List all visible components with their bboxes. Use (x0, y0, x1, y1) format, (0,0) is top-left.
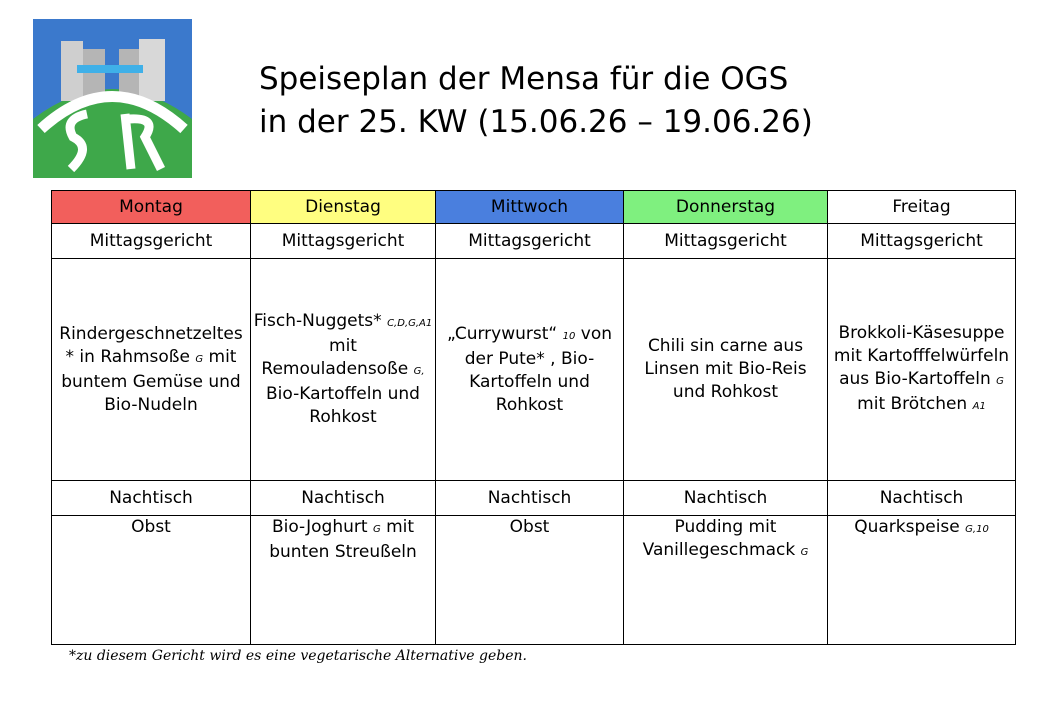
page-title (259, 58, 813, 144)
main-dish-montag: Rindergeschnetzeltes * in Rahmsoße G mit buntem Gemüse und Bio-Nudeln (52, 259, 251, 481)
dessert-donnerstag: Pudding mit Vanillegeschmack G (624, 516, 828, 645)
dessert-label: Nachtisch (52, 481, 251, 516)
menu-table (51, 190, 1016, 645)
dessert-mittwoch: Obst (436, 516, 624, 645)
allergen-code: G (800, 547, 809, 558)
allergen-code: G, (413, 366, 425, 377)
allergen-code: G (996, 375, 1004, 387)
main-label: Mittagsgericht (828, 224, 1016, 259)
dessert-dienstag: Bio-Joghurt G mit bunten Streußeln (251, 516, 436, 645)
main-label-row (52, 224, 1016, 259)
allergen-code: G (195, 353, 204, 365)
dessert-label: Nachtisch (436, 481, 624, 516)
main-label: Mittagsgericht (52, 224, 251, 259)
title-line-1: Speiseplan der Mensa für die OGS (259, 61, 789, 97)
day-header-montag: Montag (52, 191, 251, 224)
allergen-code: G,10 (965, 524, 989, 535)
main-dish-donnerstag: Chili sin carne aus Linsen mit Bio-Reis und Rohkost (624, 259, 828, 481)
weekday-row (52, 191, 1016, 224)
day-header-donnerstag: Donnerstag (624, 191, 828, 224)
allergen-code: 10 (562, 330, 576, 342)
main-dish-row (52, 259, 1016, 481)
day-header-mittwoch: Mittwoch (436, 191, 624, 224)
day-header-freitag: Freitag (828, 191, 1016, 224)
dessert-montag: Obst (52, 516, 251, 645)
allergen-code: G (372, 524, 381, 535)
dessert-row (52, 516, 1016, 645)
dessert-label: Nachtisch (251, 481, 436, 516)
main-label: Mittagsgericht (251, 224, 436, 259)
main-label: Mittagsgericht (624, 224, 828, 259)
day-header-dienstag: Dienstag (251, 191, 436, 224)
allergen-code: C,D,G,A1 (387, 318, 433, 329)
main-dish-mittwoch: „Currywurst“ 10 von der Pute* , Bio-Kartoffeln und Rohkost (436, 259, 624, 481)
dessert-label: Nachtisch (624, 481, 828, 516)
dessert-freitag: Quarkspeise G,10 (828, 516, 1016, 645)
school-logo-icon (33, 19, 192, 178)
main-dish-dienstag: Fisch-Nuggets* C,D,G,A1 mit Remouladensoße G, Bio-Kartoffeln und Rohkost (251, 259, 436, 481)
main-dish-freitag: Brokkoli-Käsesuppe mit Kartofffelwürfeln aus Bio-Kartoffeln G mit Brötchen A1 (828, 259, 1016, 481)
main-label: Mittagsgericht (436, 224, 624, 259)
allergen-code: A1 (972, 400, 986, 412)
footnote: *zu diesem Gericht wird es eine vegetarische Alternative geben. (69, 648, 527, 664)
dessert-label-row (52, 481, 1016, 516)
dessert-label: Nachtisch (828, 481, 1016, 516)
title-line-2: in der 25. KW (15.06.26 – 19.06.26) (259, 104, 813, 140)
